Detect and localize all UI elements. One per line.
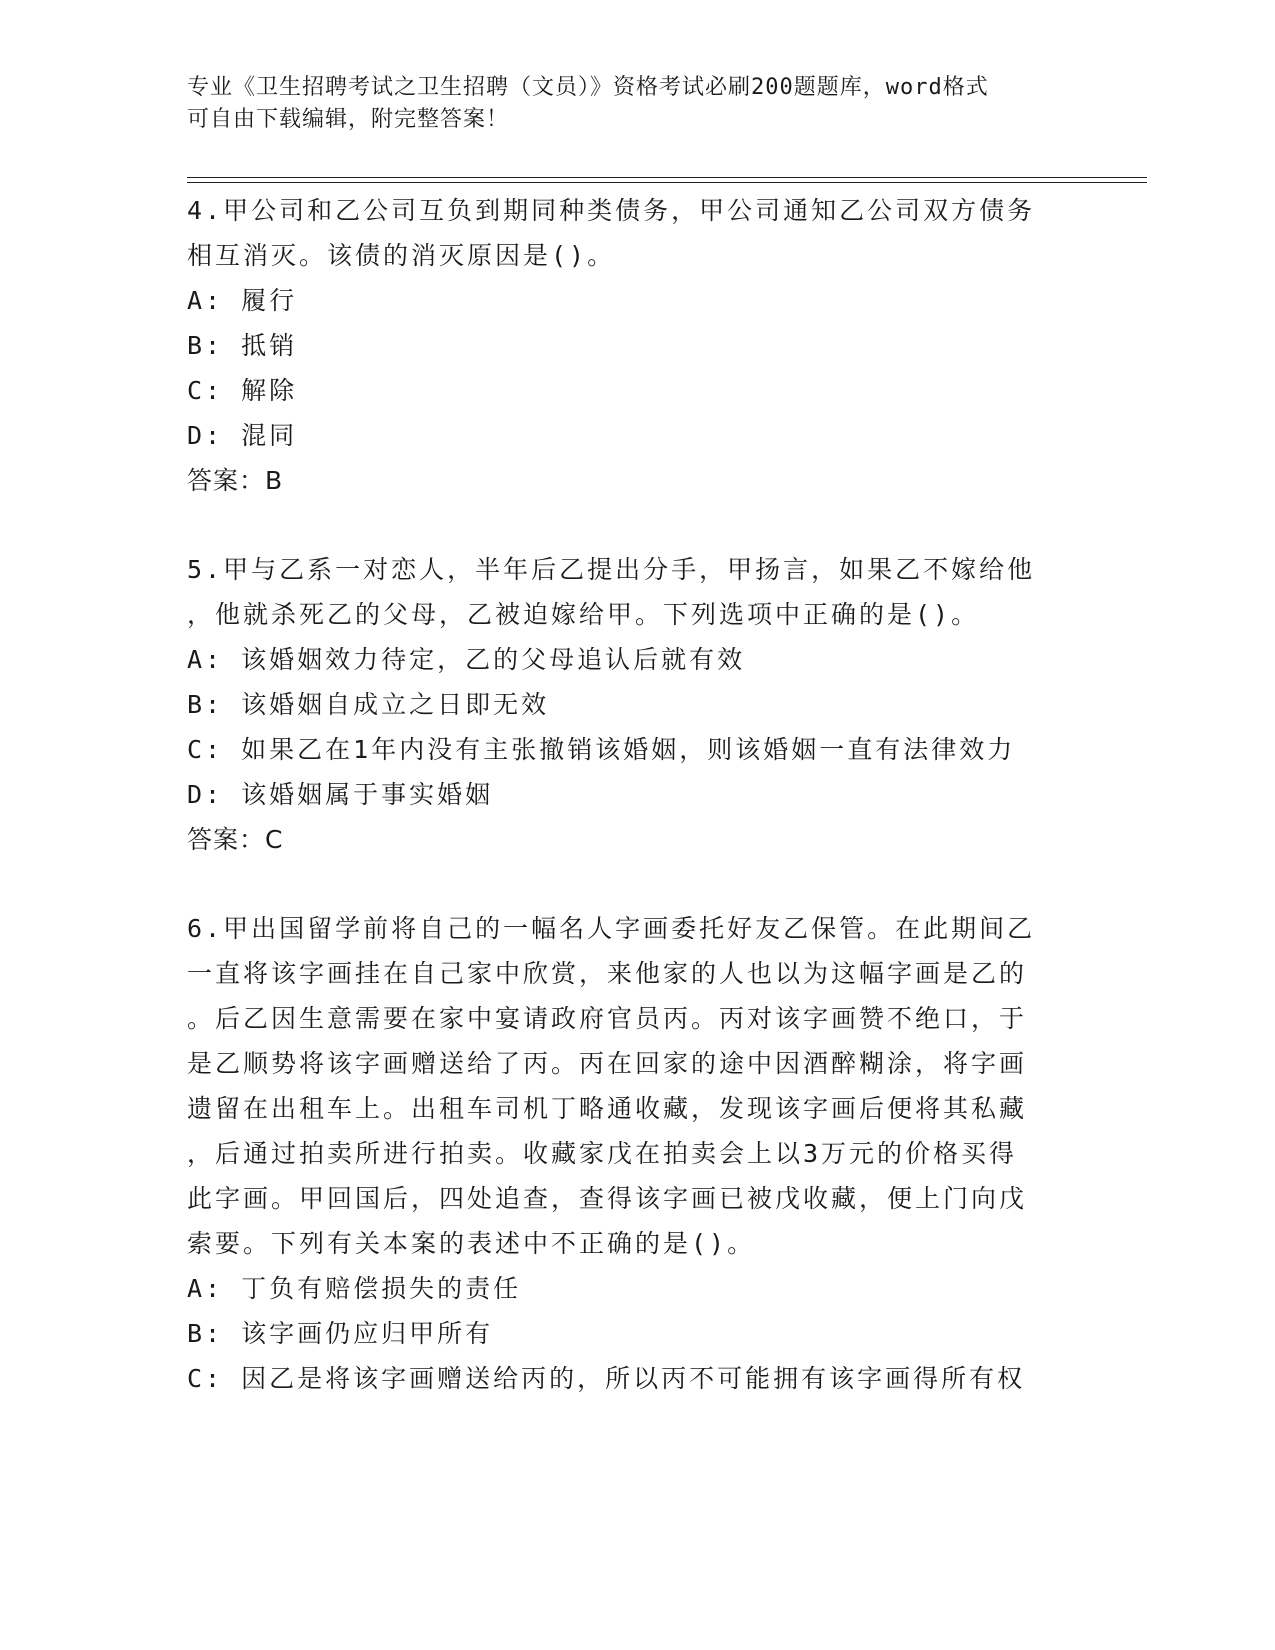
- answer-line: 答案：B: [187, 466, 284, 495]
- option-b: B: 该婚姻自成立之日即无效: [187, 690, 550, 719]
- question-stem-line: 4.甲公司和乙公司互负到期同种类债务，甲公司通知乙公司双方债务: [187, 196, 1036, 225]
- option-a: A: 该婚姻效力待定，乙的父母追认后就有效: [187, 645, 746, 674]
- question-stem-line: 此字画。甲回国后，四处追查，查得该字画已被戊收藏，便上门向戊: [187, 1184, 1028, 1213]
- option-c: C: 如果乙在1年内没有主张撤销该婚姻，则该婚姻一直有法律效力: [187, 735, 1016, 764]
- question-5: [187, 547, 1067, 862]
- question-list: [187, 188, 1067, 1445]
- option-b: B: 该字画仍应归甲所有: [187, 1319, 494, 1348]
- question-4: [187, 188, 1067, 503]
- question-stem-line: 遗留在出租车上。出租车司机丁略通收藏，发现该字画后便将其私藏: [187, 1094, 1028, 1123]
- question-stem-line: ，后通过拍卖所进行拍卖。收藏家戊在拍卖会上以3万元的价格买得: [187, 1139, 1018, 1168]
- header-line-1: 专业《卫生招聘考试之卫生招聘（文员）》资格考试必刷200题题库，word格式: [187, 75, 989, 100]
- option-a: A: 丁负有赔偿损失的责任: [187, 1274, 522, 1303]
- option-c: C: 解除: [187, 376, 298, 405]
- question-stem-line: 一直将该字画挂在自己家中欣赏，来他家的人也以为这幅字画是乙的: [187, 959, 1028, 988]
- header-divider-top: [187, 177, 1147, 178]
- header-divider-bottom: [187, 182, 1147, 183]
- question-stem-line: 6.甲出国留学前将自己的一幅名人字画委托好友乙保管。在此期间乙: [187, 914, 1036, 943]
- question-stem-line: 。后乙因生意需要在家中宴请政府官员丙。丙对该字画赞不绝口，于: [187, 1004, 1028, 1033]
- option-b: B: 抵销: [187, 331, 298, 360]
- question-stem-line: ，他就杀死乙的父母，乙被迫嫁给甲。下列选项中正确的是()。: [187, 600, 980, 629]
- question-stem-line: 索要。下列有关本案的表述中不正确的是()。: [187, 1229, 756, 1258]
- question-stem-line: 相互消灭。该债的消灭原因是()。: [187, 241, 616, 270]
- option-d: D: 混同: [187, 421, 298, 450]
- option-c: C: 因乙是将该字画赠送给丙的，所以丙不可能拥有该字画得所有权: [187, 1364, 1026, 1393]
- option-a: A: 履行: [187, 286, 298, 315]
- question-stem-line: 是乙顺势将该字画赠送给了丙。丙在回家的途中因酒醉糊涂，将字画: [187, 1049, 1028, 1078]
- document-header: [187, 72, 1067, 136]
- option-d: D: 该婚姻属于事实婚姻: [187, 780, 494, 809]
- header-line-2: 可自由下载编辑，附完整答案！: [187, 107, 510, 132]
- answer-line: 答案：C: [187, 825, 284, 854]
- question-6: [187, 906, 1067, 1401]
- question-stem-line: 5.甲与乙系一对恋人，半年后乙提出分手，甲扬言，如果乙不嫁给他: [187, 555, 1036, 584]
